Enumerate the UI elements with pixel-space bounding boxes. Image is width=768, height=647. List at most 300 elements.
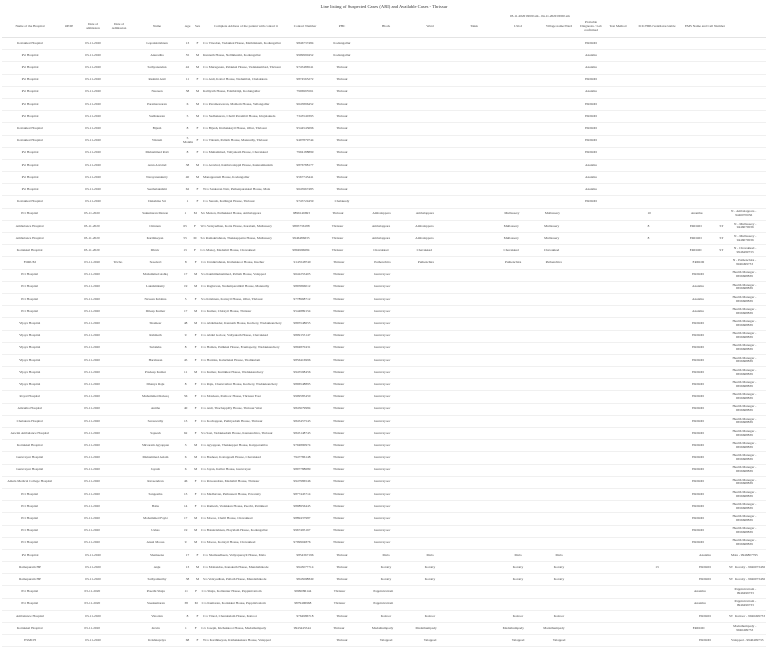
table-cell: Thrissur bbox=[332, 212, 344, 216]
table-cell: Dhruv bbox=[150, 248, 160, 252]
table-cell: C/o Kumar, Chirayil House, Thrissur bbox=[201, 309, 252, 313]
table-cell: F bbox=[194, 346, 197, 350]
table-cell: Kottakkal Hospital bbox=[16, 248, 43, 252]
table-cell: Ambalappara bbox=[371, 236, 391, 240]
table-cell: F bbox=[196, 614, 199, 618]
table-row bbox=[2, 318, 766, 330]
table-cell: M bbox=[194, 456, 198, 460]
table-cell: 03-11-2020 bbox=[84, 285, 100, 289]
table-cell: C/o Mohandas, Kanakath House, Mundathikode bbox=[202, 565, 269, 569]
table-cell: Thrissur bbox=[332, 322, 345, 325]
table-cell: 14 bbox=[183, 504, 188, 508]
table-cell: Ananthu bbox=[585, 53, 597, 57]
table-cell: Kattoor - 9946499733 bbox=[734, 614, 766, 618]
table-cell: Pvt Hospital bbox=[21, 297, 39, 301]
table-cell: 8 bbox=[184, 382, 187, 386]
table-cell: 9943077714 bbox=[296, 565, 314, 569]
table-row bbox=[2, 343, 766, 355]
table-cell: C/o Muhammed, Valiyakath House, Chavakkad bbox=[203, 151, 268, 155]
table-cell: Health Manager - 9656668839 bbox=[732, 405, 757, 413]
table-cell: 13 bbox=[183, 492, 188, 496]
table-cell: Kottakkal Hospital bbox=[17, 41, 43, 45]
table-cell: Guruvayoor bbox=[373, 358, 391, 362]
table-cell: Health Manager - 9656668839 bbox=[732, 320, 757, 327]
table-cell: 9809155147 bbox=[293, 334, 311, 338]
table-cell: Sangeetha bbox=[148, 492, 163, 496]
table-cell: 3 bbox=[184, 443, 187, 447]
table-cell: 03-11-2020 bbox=[84, 395, 100, 399]
table-cell: 03-11-2020 bbox=[85, 53, 101, 57]
table-cell: ST bbox=[719, 224, 724, 228]
table-cell: Guruvayoor bbox=[373, 456, 391, 460]
table-cell: Thrissur bbox=[332, 541, 345, 545]
table-row bbox=[2, 172, 766, 184]
table-cell: M bbox=[195, 163, 199, 167]
table-cell: 1 bbox=[184, 626, 187, 630]
table-cell: Pvt Hospital bbox=[21, 541, 39, 545]
table-cell: 03-11-2020 bbox=[84, 468, 100, 472]
table-cell: 9764986718 bbox=[296, 614, 314, 618]
table-cell: ERDOD bbox=[692, 468, 704, 472]
table-cell: C/o Moosa, Chalil House, Chavakkad bbox=[201, 517, 253, 520]
table-cell: Thrissur bbox=[336, 90, 348, 94]
table-cell: C/o Bijesh, Kizhakkayil House, Ollur, Thrissur bbox=[203, 127, 267, 130]
table-cell: 11 bbox=[184, 370, 188, 374]
table-cell: Ananthu bbox=[699, 553, 711, 557]
table-cell: Sudhakaran bbox=[148, 114, 165, 118]
table-cell: Thrissur bbox=[336, 638, 348, 642]
table-row bbox=[2, 489, 766, 501]
table-cell: F bbox=[194, 431, 197, 435]
table-cell: Anitha bbox=[150, 407, 161, 411]
table-cell: Kalliyath House, Edathirinji, Kodungallur bbox=[203, 90, 261, 94]
table-cell: 03-11-2020 bbox=[85, 638, 101, 642]
table-row bbox=[2, 184, 766, 196]
table-cell: Ananthu bbox=[694, 590, 706, 594]
table-cell: ERDOD bbox=[699, 614, 711, 618]
column-header: Ward bbox=[426, 25, 434, 29]
table-cell: M bbox=[195, 53, 199, 57]
table-cell: C/o Moosa, Kottayil House, Chavakkad bbox=[201, 541, 256, 545]
table-cell: Chalakudy bbox=[334, 200, 350, 204]
table-cell: Thrissur bbox=[332, 517, 345, 520]
table-cell: Pappinivattom bbox=[373, 602, 394, 606]
table-cell: Health Manager - 9656668839 bbox=[732, 271, 757, 279]
table-cell: C/o Shamsudheen, Valiyapurayil House, Mala bbox=[203, 553, 266, 557]
table-cell: Guruvayoor bbox=[373, 395, 391, 399]
table-cell: Pvt Hospital bbox=[21, 602, 39, 606]
table-cell: Koratty - 9946073436 bbox=[734, 565, 766, 569]
table-cell: ERDOD bbox=[689, 236, 702, 240]
table-cell: Koratty bbox=[380, 577, 392, 581]
table-cell: Mala bbox=[555, 553, 563, 557]
table-cell: Thrissur bbox=[332, 309, 345, 313]
table-cell: Pradeep Kumar bbox=[144, 370, 167, 374]
table-cell: ERDOD bbox=[585, 151, 597, 155]
table-cell: ERDOD bbox=[692, 382, 704, 386]
table-cell: Guruvayoor bbox=[373, 370, 391, 374]
table-cell: Mala bbox=[514, 553, 522, 557]
table-cell: Saraswathy bbox=[147, 419, 164, 423]
table-cell: Kodungallur bbox=[333, 53, 351, 57]
table-cell: C/o Anil, Kottol House, Nedumbal, Chelakkara bbox=[203, 78, 268, 82]
table-cell: N - Puthenchira - 9946499733 bbox=[732, 259, 757, 266]
table-cell: C/o Vikram, Pallath House, Mannuthy, Thrissur bbox=[203, 139, 268, 143]
table-cell: Guruvayoor bbox=[373, 407, 391, 411]
table-cell: Valappad bbox=[511, 638, 525, 642]
table-cell: M bbox=[194, 285, 198, 289]
table-cell: Koratty bbox=[424, 577, 436, 581]
table-cell: Thrissur bbox=[332, 395, 345, 399]
column-header: ICU/HDU/ventilator/stable bbox=[638, 25, 676, 29]
table-cell: 55 bbox=[183, 236, 187, 240]
table-cell: ESMCH bbox=[24, 638, 36, 642]
table-cell: 03-11-2020 bbox=[85, 565, 101, 569]
table-cell: Koratty bbox=[553, 565, 565, 569]
column-header: Probable Diagnosis / Lab confirmed bbox=[580, 21, 602, 32]
table-row bbox=[2, 221, 766, 233]
table-cell: F bbox=[194, 395, 197, 399]
table-cell: Thrissur bbox=[332, 456, 345, 460]
table-cell: Thrissur bbox=[332, 431, 345, 435]
table-cell: Muhammed Rafeeq bbox=[142, 395, 169, 399]
table-cell: Thrissur bbox=[332, 480, 345, 484]
table-cell: 9999585450 bbox=[293, 395, 311, 399]
table-cell: 1 bbox=[184, 212, 187, 216]
table-cell: Mullassery bbox=[544, 212, 560, 216]
column-header: Village name/Ward bbox=[545, 25, 573, 29]
table-cell: 9 bbox=[184, 334, 187, 338]
table-cell: Shameer bbox=[149, 322, 162, 325]
table-cell: C/o Ramesh, Vadakkan House, Peechi, Pattikkad bbox=[201, 504, 268, 508]
table-cell: 03-11-2020 bbox=[85, 90, 101, 94]
table-cell: F bbox=[194, 492, 197, 496]
table-row bbox=[2, 245, 766, 257]
table-cell: Aswini Ambulance Hospital bbox=[10, 431, 49, 435]
table-cell: Pappinivattom - 9946499733 bbox=[734, 600, 757, 608]
table-cell: 03-11-2020 bbox=[85, 127, 101, 130]
table-cell: Thrissur bbox=[332, 285, 345, 289]
table-cell: 9846737484 bbox=[296, 41, 314, 45]
table-cell: Muhammed Aslam bbox=[142, 456, 169, 460]
table-cell: F bbox=[196, 200, 199, 204]
table-cell: 9845457543 bbox=[293, 419, 311, 423]
table-cell: Thrissur bbox=[331, 248, 344, 252]
table-cell: Valappad bbox=[379, 638, 393, 642]
table-cell: Madathumpady bbox=[502, 626, 524, 630]
table-cell: Muhammed Rafi bbox=[145, 151, 169, 155]
table-row bbox=[2, 428, 766, 440]
table-cell: Vinodan bbox=[151, 614, 163, 618]
table-cell: Guruvayur Hospital bbox=[16, 456, 44, 460]
table-cell: ST bbox=[719, 248, 724, 252]
table-cell: Chavakkad bbox=[416, 248, 432, 252]
table-cell: 03-11-2020 bbox=[83, 248, 100, 252]
table-cell: Guruvayoor bbox=[373, 504, 391, 508]
table-cell: Jayesh bbox=[150, 468, 160, 472]
table-cell: W/o Velayudhan, Kotta House, Karalam, Mullassery bbox=[200, 224, 272, 228]
table-cell: 9544543696 bbox=[296, 127, 314, 130]
table-cell: 6 bbox=[184, 468, 187, 472]
table-cell: M bbox=[194, 541, 198, 545]
table-cell: C/o Parameswaran, Mathom House, Vellangallur bbox=[203, 102, 270, 106]
table-cell: Guruvayoor bbox=[373, 541, 391, 545]
table-cell: M bbox=[194, 370, 198, 374]
table-cell: 03-11-2020 bbox=[84, 480, 100, 484]
table-cell: Mala bbox=[382, 553, 390, 557]
table-cell: Sathyanandan bbox=[147, 66, 167, 70]
table-cell: Dakshina Sri bbox=[148, 200, 166, 204]
table-cell: Ambulance Hospital bbox=[16, 614, 44, 618]
table-cell: ERDOD bbox=[585, 78, 597, 82]
table-cell: M bbox=[195, 577, 199, 581]
table-cell: ERDOD bbox=[692, 541, 704, 545]
table-cell: 03-11-2020 bbox=[85, 102, 101, 106]
table-cell: 13 bbox=[183, 419, 188, 423]
table-row bbox=[2, 99, 766, 111]
table-cell: 9999086144 bbox=[294, 590, 312, 594]
table-cell: ERDOD bbox=[692, 395, 704, 399]
table-cell: F bbox=[193, 248, 196, 252]
table-cell: Preethi Shaju bbox=[146, 590, 165, 594]
table-cell: 38 bbox=[184, 602, 188, 606]
table-cell: 9778968712 bbox=[293, 297, 311, 301]
table-cell: 7343540393 bbox=[296, 114, 314, 118]
table-cell: 38 bbox=[185, 163, 190, 167]
table-cell: 55 bbox=[185, 53, 190, 57]
table-cell: 03-11-2020 bbox=[84, 431, 100, 435]
table-cell: Vijaya Hospital bbox=[19, 334, 41, 338]
table-cell: S/o Kunhimuhammed, Pallath House, Valappad bbox=[201, 273, 266, 277]
table-cell: 7947786148 bbox=[293, 456, 311, 460]
table-cell: 9876788177 bbox=[296, 163, 314, 167]
table-cell: ERDOD bbox=[585, 102, 597, 106]
table-cell: 03-11-2020 bbox=[84, 358, 100, 362]
table-cell: 9645896452 bbox=[296, 102, 314, 106]
table-cell: Pvt Hospital bbox=[21, 78, 39, 82]
table-cell: Thrissur bbox=[336, 151, 348, 155]
table-cell: Guruvayoor bbox=[373, 309, 391, 313]
table-cell: C/o Shaju, Kollannur House, Pappinivattom bbox=[201, 590, 262, 594]
table-row bbox=[2, 611, 766, 623]
table-cell: Guruvayur Hospital bbox=[16, 468, 44, 472]
table-cell: Thrissur bbox=[332, 529, 345, 533]
table-cell: F bbox=[196, 187, 199, 191]
table-cell: ST bbox=[728, 614, 733, 618]
table-cell: Pvt Hospital bbox=[21, 553, 39, 557]
table-cell: M bbox=[195, 114, 199, 118]
table-cell: W/o Sankaran Nair, Puthenpurakkal House, Mala bbox=[203, 187, 271, 191]
table-cell: Mullassery bbox=[544, 224, 560, 228]
table-cell: 03-11-2020 bbox=[84, 273, 100, 277]
table-cell: Kunnath House, Nellikkuzhi, Kodungallur bbox=[203, 53, 261, 57]
table-cell: Anuradha bbox=[150, 53, 164, 57]
table-cell: ERDOD bbox=[692, 346, 704, 350]
table-cell: Health Manager - 9656668839 bbox=[732, 356, 757, 364]
table-row bbox=[2, 379, 766, 391]
table-cell: ERDOD bbox=[699, 638, 711, 642]
table-cell: C/o Raju, Cheruvathur House, Kechery, Wadakkanchery bbox=[201, 382, 278, 386]
table-cell: 9877445714 bbox=[293, 492, 311, 496]
table-cell: Puthenchira bbox=[417, 261, 435, 265]
column-header: PHC bbox=[338, 25, 346, 29]
table-cell: Thrissur bbox=[336, 163, 348, 167]
table-cell: 45 bbox=[183, 358, 188, 362]
table-cell: Sreedevi bbox=[149, 261, 162, 265]
table-cell: Thrissur bbox=[333, 261, 345, 265]
table-cell: Thrissur bbox=[333, 590, 346, 594]
table-cell: Guruvayoor bbox=[373, 517, 391, 520]
table-cell: 5 bbox=[184, 297, 187, 301]
table-cell: Lakshmikutty bbox=[146, 285, 165, 289]
table-row bbox=[2, 294, 766, 306]
table-cell: W/o Karthikeyan, Kizhakkekara House, Valappad bbox=[203, 638, 271, 642]
table-cell: ERDOD bbox=[692, 261, 705, 265]
table-cell: 9843698849 bbox=[296, 577, 314, 581]
table-cell: Kattoor bbox=[512, 614, 524, 618]
table-cell: 03-11-2020 bbox=[83, 224, 100, 228]
table-cell: ERDOD bbox=[692, 443, 704, 447]
table-cell: 03-11-2020 bbox=[84, 456, 100, 460]
table-cell: Thrissur bbox=[336, 66, 348, 70]
table-cell: Thrissur bbox=[332, 492, 345, 496]
table-cell: 9799904876 bbox=[293, 541, 311, 545]
table-cell: Babu bbox=[151, 504, 160, 508]
table-cell: Sathyamurthy bbox=[147, 577, 167, 581]
table-cell: M bbox=[194, 443, 198, 447]
table-cell: Pvt Hospital bbox=[21, 517, 39, 520]
table-cell: Puthenchira bbox=[505, 261, 522, 265]
table-cell: 9642255405 bbox=[293, 273, 311, 277]
table-cell: C/o Vinod, Cherukulam House, Kattoor bbox=[202, 614, 257, 618]
table-cell: Thrissur bbox=[332, 370, 345, 374]
table-cell: 03-11-2020 bbox=[84, 407, 100, 411]
table-cell: F bbox=[194, 407, 197, 411]
table-cell: Thrissur bbox=[336, 565, 348, 569]
table-cell: F bbox=[196, 127, 199, 130]
table-row bbox=[2, 331, 766, 343]
table-cell: 9896548895 bbox=[293, 382, 311, 386]
table-body bbox=[2, 38, 766, 647]
table-cell: Chavakkad bbox=[543, 248, 560, 252]
table-cell: Pvt Hospital bbox=[21, 53, 39, 57]
table-cell: ERDOD bbox=[692, 456, 704, 460]
table-cell: Kottakkal Hospital bbox=[16, 443, 43, 447]
table-cell: 1 bbox=[186, 200, 189, 204]
table-cell: Kottakkal Hospital bbox=[17, 139, 43, 143]
table-row bbox=[2, 452, 766, 464]
table-row bbox=[2, 355, 766, 367]
table-cell: Ananthu bbox=[585, 163, 597, 167]
table-cell: 9894870431 bbox=[293, 346, 311, 350]
table-cell: Thrissur bbox=[332, 419, 345, 423]
table-cell: ERDOD bbox=[699, 577, 711, 581]
table-cell: Karthikeyan bbox=[146, 236, 164, 240]
table-cell: 10 bbox=[647, 212, 651, 216]
table-cell: Guruvayoor bbox=[373, 431, 391, 435]
table-cell: Tricho bbox=[113, 261, 123, 265]
table-cell: Thrissur bbox=[332, 407, 345, 411]
table-cell: M bbox=[194, 322, 198, 325]
table-cell: Pvt Hospital bbox=[21, 504, 39, 508]
table-cell: F bbox=[196, 151, 199, 155]
table-cell: 62 bbox=[185, 187, 190, 191]
table-row bbox=[2, 270, 766, 282]
table-cell: Health Manager - 9656668839 bbox=[732, 429, 757, 437]
table-cell: M bbox=[194, 602, 198, 606]
table-cell: S/o Ramakrishnan, Thekkeppattu House, Mullassery bbox=[200, 236, 272, 240]
table-cell: Ramapuram HP bbox=[19, 577, 41, 581]
table-cell: Thrissur bbox=[332, 468, 345, 472]
table-cell: C/o Kumaran, Kodakkat House, Pappinivattom bbox=[201, 602, 266, 606]
table-cell: Health Manager - 9656668839 bbox=[732, 490, 757, 498]
table-cell: C/o Suresh, Kallingal House, Thrissur bbox=[203, 200, 255, 204]
table-row bbox=[2, 513, 766, 525]
table-cell: 03-11-2020 bbox=[85, 200, 101, 204]
table-cell: Parameswaran bbox=[147, 102, 167, 106]
table-cell: Koratty bbox=[512, 577, 524, 581]
table-cell: C/o Hamza, Pulikkal House, Erumapetty, Wadakkanchery bbox=[201, 346, 280, 350]
table-row bbox=[2, 391, 766, 403]
table-cell: Thrissur bbox=[336, 127, 348, 130]
table-cell: 03-11-2020 bbox=[85, 66, 101, 70]
table-cell: 03-11-2020 bbox=[84, 443, 100, 447]
table-cell: Pvt Hospital bbox=[21, 529, 39, 533]
table-cell: 03-11-2020 bbox=[85, 78, 101, 82]
table-cell: Chinnan bbox=[149, 224, 161, 228]
table-cell: Raveendran bbox=[147, 480, 164, 484]
table-cell: C/o Murugesan, Palakkal House, Vadakkumbad, Thrissur bbox=[203, 66, 281, 70]
column-header: EMS Name and Cell Number bbox=[684, 25, 726, 29]
table-cell: Amrutha Hospital bbox=[17, 407, 42, 411]
table-cell: Madathumpady - 9946499733 bbox=[733, 624, 757, 632]
table-cell: Health Manager - 9656668839 bbox=[732, 539, 757, 547]
table-cell: Haridasan bbox=[148, 358, 163, 362]
table-cell: Bijesh bbox=[152, 127, 162, 130]
table-cell: 62 bbox=[183, 431, 188, 435]
table-cell: Health Manager - 9656668839 bbox=[732, 441, 757, 449]
table-cell: ERDOD bbox=[585, 127, 597, 130]
table-cell: Thrissur bbox=[332, 297, 345, 301]
table-cell: Guruvayoor bbox=[373, 346, 391, 350]
table-cell: Koratty bbox=[424, 565, 436, 569]
table-cell: Reshmi Anil bbox=[148, 78, 166, 82]
table-cell: C/o Sudhakaran, Chalil Parambil House, Irinjalakuda bbox=[203, 114, 276, 118]
table-cell: Kottakkal Hospital bbox=[17, 200, 43, 204]
table-cell: C/o Haridas, Kalarikkal House, Thalikulam bbox=[201, 358, 261, 362]
table-cell: Chavakkad bbox=[373, 248, 389, 252]
table-cell: C/o Aravind, Kaithavalappil House, Kunnamkulam bbox=[203, 163, 273, 167]
table-cell: ERDOD bbox=[692, 358, 704, 362]
table-row bbox=[2, 501, 766, 513]
table-row bbox=[2, 526, 766, 538]
table-cell: F bbox=[196, 553, 199, 557]
table-cell: F bbox=[194, 626, 197, 630]
table-cell: Manappuram House, Kodungallur bbox=[203, 175, 250, 179]
table-cell: 46 bbox=[183, 480, 188, 484]
table-cell: Koratty - 9946073436 bbox=[734, 577, 766, 581]
table-cell: 03-11-2020 bbox=[84, 626, 101, 630]
table-cell: 17 bbox=[183, 273, 188, 277]
table-cell: FORUM bbox=[23, 261, 36, 265]
table-cell: Thrissur bbox=[333, 626, 345, 630]
table-cell: 03-11-2020 bbox=[84, 261, 100, 265]
table-cell: Vikram bbox=[151, 139, 163, 143]
table-cell: Narayanankutty bbox=[146, 175, 168, 179]
table-cell: 17 bbox=[185, 553, 190, 557]
table-cell: C/o Abdul Gafoor, Valiyakath House, Chavakkad bbox=[201, 334, 268, 338]
table-cell: 9967495167 bbox=[293, 529, 311, 533]
